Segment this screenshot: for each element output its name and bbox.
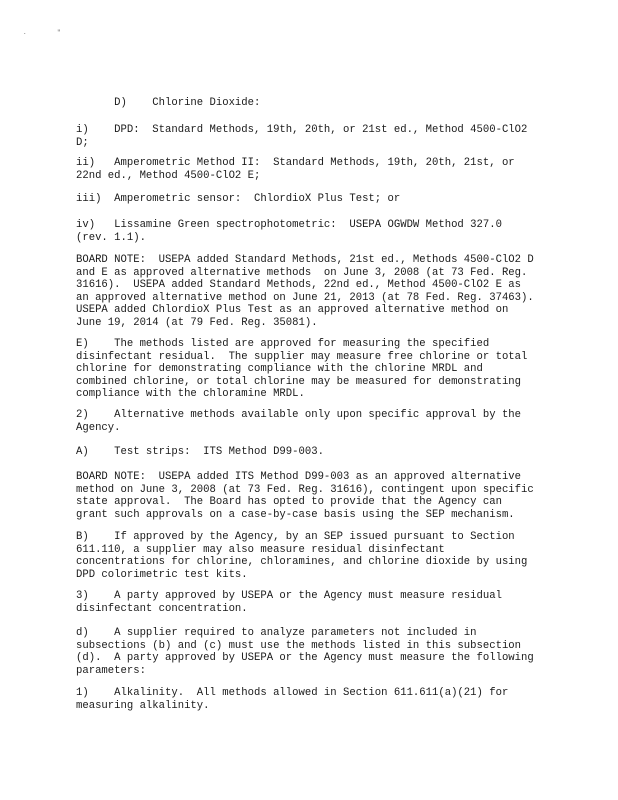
text-line: parameters: bbox=[76, 664, 146, 677]
text-line: grant such approvals on a case-by-case basis using the SEP mechanism. bbox=[76, 508, 515, 521]
text-line: B) If approved by the Agency, by an SEP issued pursuant to Section bbox=[76, 531, 515, 543]
text-line: state approval. The Board has opted to provide that the Agency can bbox=[76, 496, 502, 509]
item-amperometric-ii bbox=[76, 157, 556, 182]
text-line: i) DPD: Standard Methods, 19th, 20th, or 21st ed., Method 4500-ClO2 bbox=[76, 124, 528, 136]
corner-mark: . bbox=[23, 29, 27, 36]
text-line: BOARD NOTE: USEPA added Standard Methods, 21st ed., Methods 4500-ClO2 D bbox=[76, 254, 534, 266]
text-line: and E as approved alternative methods on June 3, 2008 (at 73 Fed. Reg. bbox=[76, 266, 528, 279]
paragraph-3-party bbox=[76, 590, 556, 615]
item-amperometric-sensor bbox=[76, 193, 556, 206]
text-line: iii) Amperometric sensor: ChlordioX Plus Test; or bbox=[76, 193, 401, 205]
text-line: 611.110, a supplier may also measure residual disinfectant bbox=[76, 543, 445, 556]
text-line: June 19, 2014 (at 79 Fed. Reg. 35081). bbox=[76, 316, 318, 329]
paragraph-2-alternative bbox=[76, 409, 556, 434]
text-line: 22nd ed., Method 4500-ClO2 E; bbox=[76, 169, 261, 182]
text-line: 1) Alkalinity. All methods allowed in Section 611.611(a)(21) for bbox=[76, 687, 509, 699]
item-dpd bbox=[76, 124, 556, 149]
board-note-1 bbox=[76, 254, 556, 330]
text-line: D; bbox=[76, 136, 89, 149]
text-line: DPD colorimetric test kits. bbox=[76, 568, 248, 581]
text-line: USEPA added ChlordioX Plus Test as an approved alternative method on bbox=[76, 304, 509, 317]
text-line: method on June 3, 2008 (at 73 Fed. Reg. 31616), contingent upon specific bbox=[76, 483, 534, 496]
item-alkalinity bbox=[76, 687, 556, 712]
item-test-strips bbox=[76, 446, 556, 459]
text-line: BOARD NOTE: USEPA added ITS Method D99-003 as an approved alternative bbox=[76, 471, 522, 483]
text-line: Agency. bbox=[76, 421, 121, 434]
text-line: ii) Amperometric Method II: Standard Methods, 19th, 20th, 21st, or bbox=[76, 157, 515, 169]
text-line: A) Test strips: ITS Method D99-003. bbox=[76, 446, 324, 458]
text-line: disinfectant concentration. bbox=[76, 602, 248, 615]
paragraph-e-methods bbox=[76, 338, 556, 401]
text-line: (rev. 1.1). bbox=[76, 231, 146, 244]
text-line: D) Chlorine Dioxide: bbox=[76, 97, 261, 109]
text-line: chlorine for demonstrating compliance with the chlorine MRDL and bbox=[76, 363, 483, 376]
text-line: measuring alkalinity. bbox=[76, 699, 210, 712]
text-line: d) A supplier required to analyze parameters not included in bbox=[76, 627, 477, 639]
paragraph-d-other-parameters bbox=[76, 627, 556, 677]
text-line: concentrations for chlorine, chloramines, and chlorine dioxide by using bbox=[76, 556, 528, 569]
item-lissamine-green bbox=[76, 219, 556, 244]
text-line: disinfectant residual. The supplier may measure free chlorine or total bbox=[76, 350, 528, 363]
heading-chlorine-dioxide bbox=[76, 97, 556, 110]
text-line: iv) Lissamine Green spectrophotometric: USEPA OGWDW Method 327.0 bbox=[76, 219, 502, 231]
text-line: an approved alternative method on June 21, 2013 (at 78 Fed. Reg. 37463). bbox=[76, 291, 534, 304]
paragraph-b-dpd-kits bbox=[76, 531, 556, 581]
text-line: subsections (b) and (c) must use the methods listed in this subsection bbox=[76, 639, 522, 652]
text-line: 2) Alternative methods available only upon specific approval by the bbox=[76, 409, 522, 421]
text-line: (d). A party approved by USEPA or the Agency must measure the following bbox=[76, 652, 534, 665]
corner-mark: " bbox=[57, 29, 61, 36]
board-note-2 bbox=[76, 471, 556, 521]
text-line: 31616). USEPA added Standard Methods, 22nd ed., Method 4500-ClO2 E as bbox=[76, 279, 522, 292]
text-line: compliance with the chloramine MRDL. bbox=[76, 388, 305, 401]
text-line: E) The methods listed are approved for measuring the specified bbox=[76, 338, 490, 350]
text-line: 3) A party approved by USEPA or the Agency must measure residual bbox=[76, 590, 502, 602]
text-line: combined chlorine, or total chlorine may be measured for demonstrating bbox=[76, 375, 522, 388]
